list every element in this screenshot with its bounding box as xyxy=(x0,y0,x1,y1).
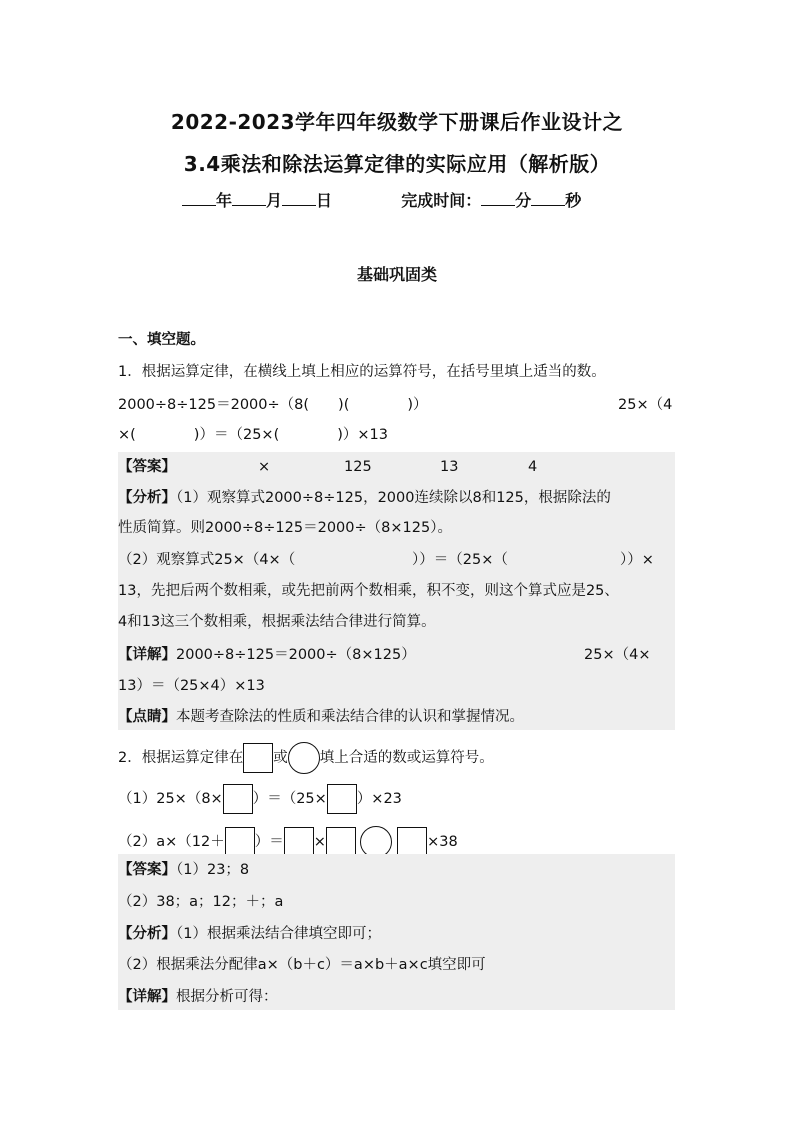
q1-detail-1b: 25×（4× xyxy=(584,647,651,663)
q2-analysis-1: 【分析】（1）根据乘法结合律填空即可； xyxy=(118,926,381,942)
q1-analysis-3b: ））＝（25×（ xyxy=(412,552,508,568)
part-heading: 一、填空题。 xyxy=(118,332,205,348)
q1-analysis-2: 性质简算。则2000÷8÷125＝2000÷（8×125）。 xyxy=(118,520,452,536)
q1-analysis-3c: ））× xyxy=(620,552,654,568)
answer-box[interactable] xyxy=(397,827,427,857)
answer-box[interactable] xyxy=(223,784,253,814)
q1-detail-1: 【详解】2000÷8÷125＝2000÷（8×125） xyxy=(118,647,416,663)
q1-analysis-1: 【分析】（1）观察算式2000÷8÷125，2000连续除以8和125，根据除法的 xyxy=(118,490,611,506)
q1-detail-2: 13）＝（25×4）×13 xyxy=(118,678,265,694)
doc-title-line1: 2022-2023学年四年级数学下册课后作业设计之 xyxy=(170,110,624,134)
q1-stem: 1．根据运算定律，在横线上填上相应的运算符号，在括号里填上适当的数。 xyxy=(118,364,606,380)
answer-box[interactable] xyxy=(326,827,356,857)
answer-box[interactable] xyxy=(284,827,314,857)
q2-detail: 【详解】根据分析可得： xyxy=(118,989,278,1005)
q1-analysis-4: 13，先把后两个数相乘，或先把前两个数相乘，积不变，则这个算式应是25、 xyxy=(118,583,619,599)
q2-answer-2: （2）38；a；12；＋；a xyxy=(118,894,284,910)
q2-stem: 2．根据运算定律在 或 填上合适的数或运算符号。 xyxy=(118,742,494,774)
blank-box-icon xyxy=(243,743,273,773)
blank-circle-icon xyxy=(288,742,320,774)
q2-answer-1: 【答案】（1）23；8 xyxy=(118,862,250,878)
date-line: 年 月 日 完成时间： 分 秒 xyxy=(182,188,581,211)
answer-box[interactable] xyxy=(327,784,357,814)
q2-part2: （2）a×（12＋ ）＝ × ×38 xyxy=(118,826,458,858)
answer-box[interactable] xyxy=(225,827,255,857)
q1-answer-4: 4 xyxy=(528,459,538,475)
q1-answer-tag: 【答案】 xyxy=(118,459,176,475)
q1-answer-1: × xyxy=(258,459,271,475)
q1-answer-2: 125 xyxy=(344,459,372,475)
q2-analysis-2: （2）根据乘法分配律a×（b＋c）＝a×b＋a×c填空即可 xyxy=(118,957,486,973)
q1-answer-3: 13 xyxy=(440,459,459,475)
q2-part1: （1）25×（8× ）＝（25× ）×23 xyxy=(118,784,402,814)
q1-line2: ×( )）＝（25×( )）×13 xyxy=(118,427,388,443)
doc-title-line2: 3.4乘法和除法运算定律的实际应用（解析版） xyxy=(183,152,611,176)
q1-line1a: 2000÷8÷125＝2000÷（8( )( )） xyxy=(118,397,428,413)
section-heading: 基础巩固类 xyxy=(356,265,437,284)
q1-analysis-5: 4和13这三个数相乘，根据乘法结合律进行简算。 xyxy=(118,614,436,630)
q1-line1b: 25×（4 xyxy=(618,397,673,413)
q1-analysis-3: （2）观察算式25×（4×（ xyxy=(118,552,296,568)
q1-point: 【点睛】本题考查除法的性质和乘法结合律的认识和掌握情况。 xyxy=(118,709,524,725)
